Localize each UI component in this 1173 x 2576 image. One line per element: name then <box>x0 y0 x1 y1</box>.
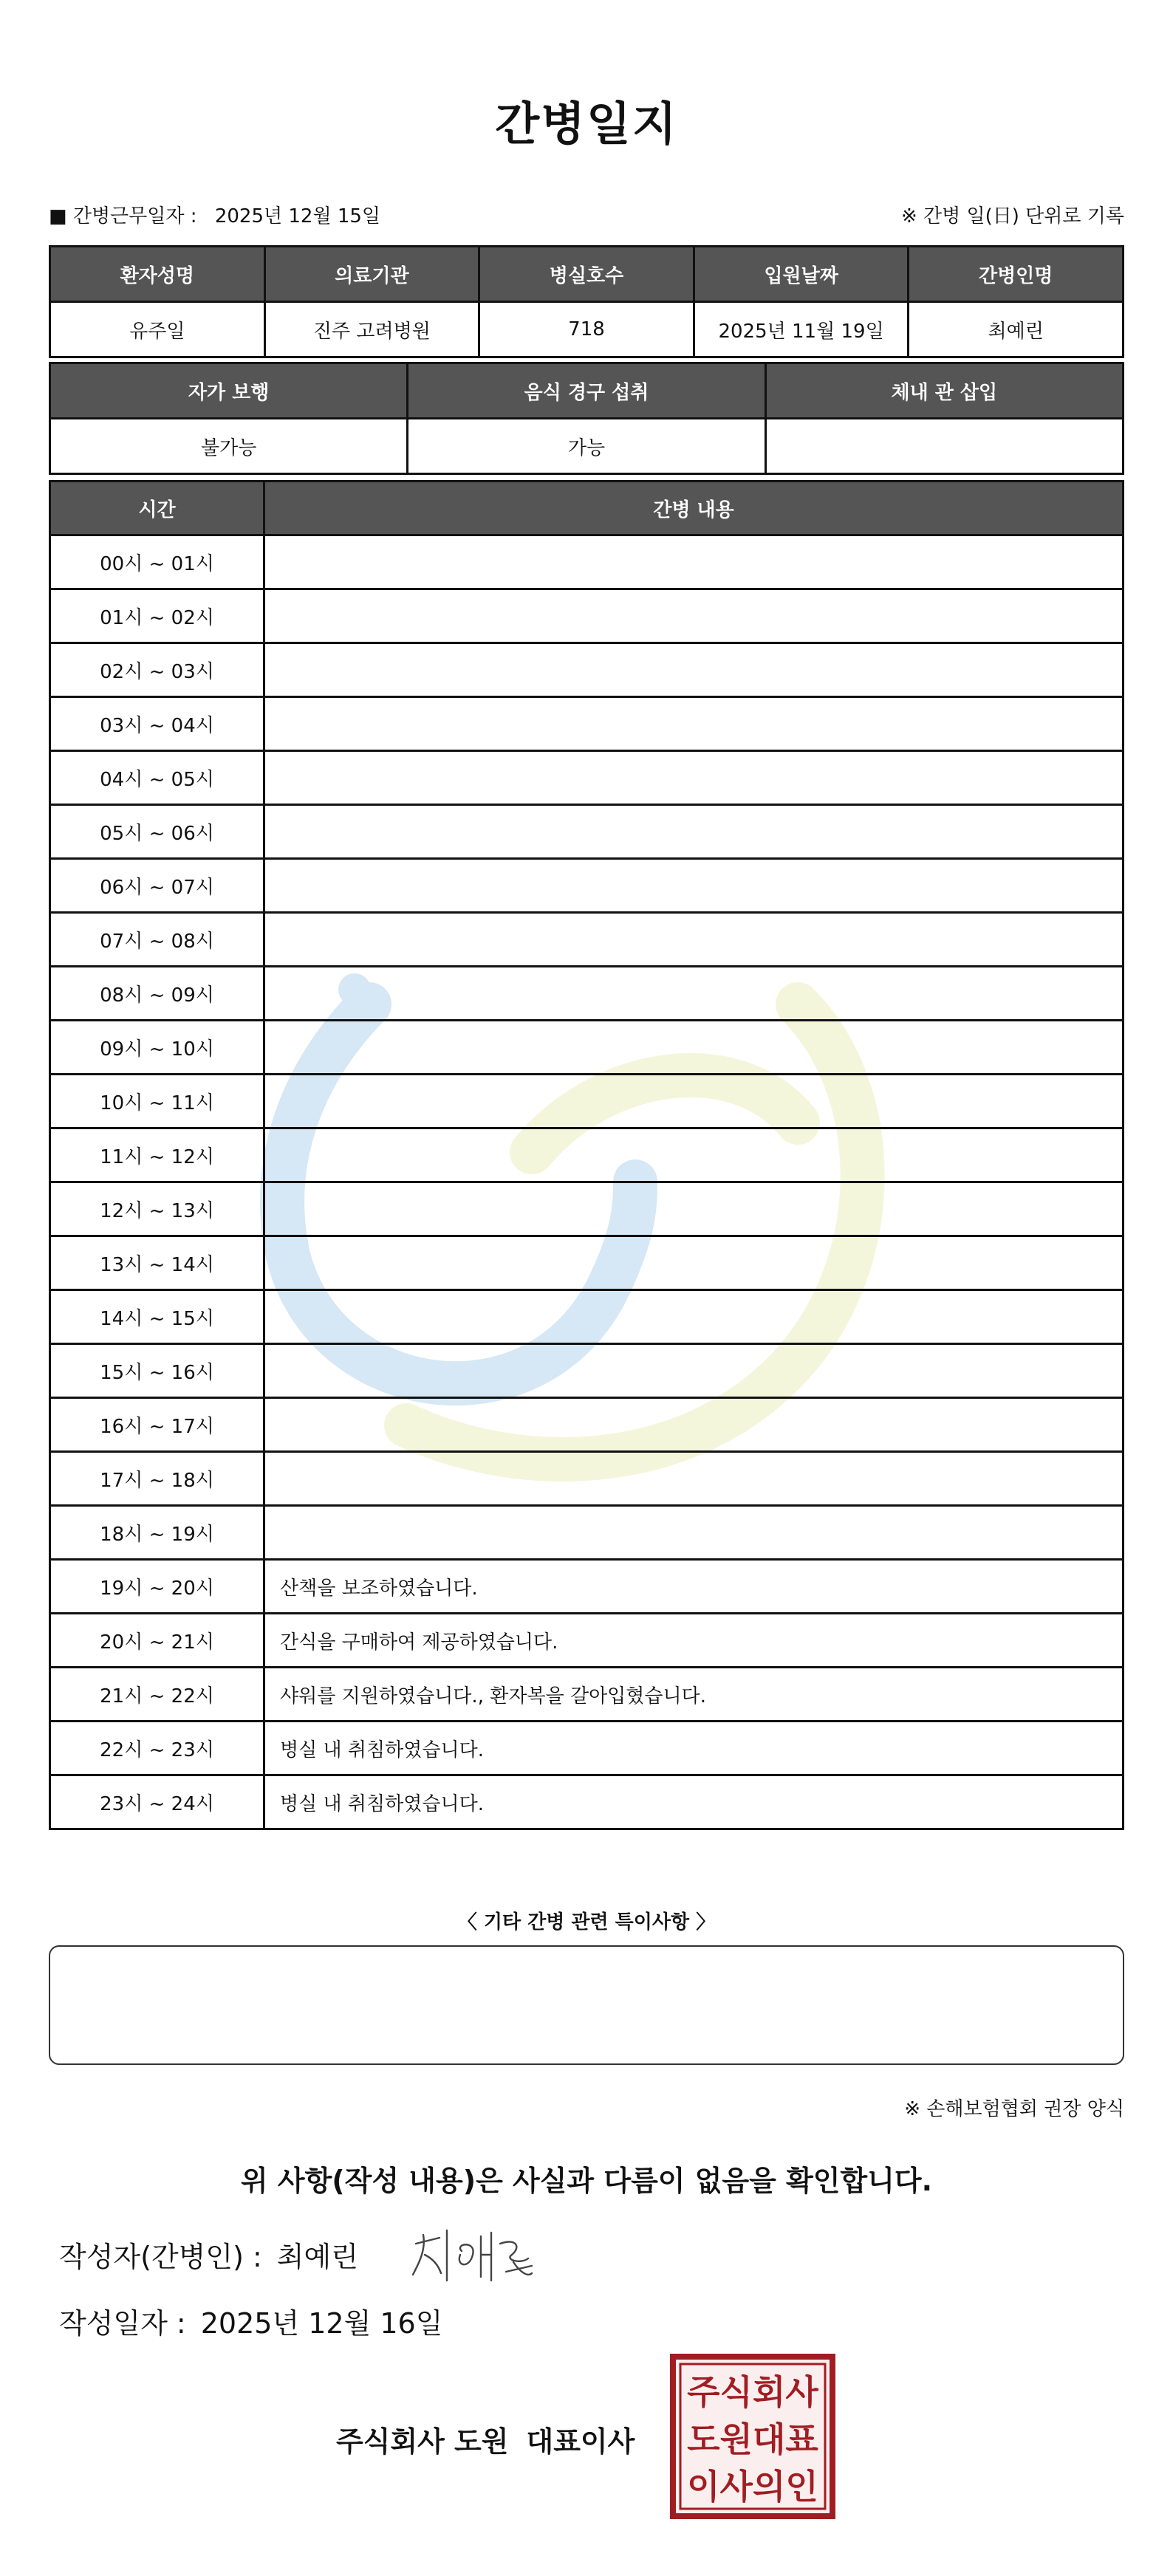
care-content <box>264 751 1124 805</box>
care-content <box>264 643 1124 697</box>
table-row <box>50 1722 1124 1775</box>
time-slot: 15시 ~ 16시 <box>50 1344 264 1398</box>
care-content <box>264 805 1124 859</box>
company-name: 주식회사 도원 <box>336 2425 509 2458</box>
header-hospital: 의료기관 <box>264 247 479 302</box>
written-date-line <box>59 2301 442 2341</box>
work-date <box>49 201 380 228</box>
time-slot: 17시 ~ 18시 <box>50 1452 264 1506</box>
document-title: 간병일지 <box>495 97 678 151</box>
tube-insertion-value <box>765 419 1123 474</box>
care-content <box>264 1128 1124 1182</box>
table-row <box>50 967 1124 1021</box>
table-row <box>50 1506 1124 1560</box>
table-row <box>50 1075 1124 1128</box>
header-care-content: 간병 내용 <box>264 482 1124 535</box>
header-time: 시간 <box>50 482 264 535</box>
header-admission-date: 입원날짜 <box>694 247 909 302</box>
time-slot: 21시 ~ 22시 <box>50 1668 264 1722</box>
time-slot: 00시 ~ 01시 <box>50 535 264 589</box>
header-tube-insertion: 체내 관 삽입 <box>765 363 1123 419</box>
table-row <box>50 1560 1124 1614</box>
time-slot: 04시 ~ 05시 <box>50 751 264 805</box>
time-slot: 06시 ~ 07시 <box>50 859 264 913</box>
company-title: 대표이사 <box>526 2425 635 2458</box>
time-slot: 19시 ~ 20시 <box>50 1560 264 1614</box>
patient-condition-header-row <box>50 363 1124 419</box>
care-content <box>264 1506 1124 1560</box>
care-content <box>264 1398 1124 1452</box>
written-date-label: 작성일자 : <box>59 2307 186 2340</box>
care-content <box>264 967 1124 1021</box>
writer-name: 최예린 <box>276 2241 358 2273</box>
patient-info-table <box>49 245 1124 358</box>
header-caregiver-name: 간병인명 <box>909 247 1124 302</box>
remarks-box <box>49 1945 1124 2065</box>
care-content <box>264 589 1124 643</box>
care-content <box>264 1021 1124 1075</box>
patient-condition-value-row <box>50 419 1124 474</box>
table-row <box>50 1290 1124 1344</box>
table-row <box>50 1344 1124 1398</box>
svg-text:주식회사: 주식회사 <box>687 2372 818 2412</box>
table-row <box>50 1398 1124 1452</box>
care-content: 산책을 보조하였습니다. <box>264 1560 1124 1614</box>
time-slot: 13시 ~ 14시 <box>50 1236 264 1290</box>
header-room-number: 병실호수 <box>479 247 694 302</box>
time-slot: 14시 ~ 15시 <box>50 1290 264 1344</box>
time-slot: 01시 ~ 02시 <box>50 589 264 643</box>
time-slot: 18시 ~ 19시 <box>50 1506 264 1560</box>
care-content <box>264 913 1124 967</box>
time-slot: 16시 ~ 17시 <box>50 1398 264 1452</box>
work-date-value: 2025년 12월 15일 <box>214 205 381 227</box>
time-slot: 03시 ~ 04시 <box>50 697 264 751</box>
header-self-walking: 자가 보행 <box>50 363 408 419</box>
patient-info-header-row <box>50 247 1124 302</box>
table-row <box>50 535 1124 589</box>
svg-text:도원대표: 도원대표 <box>687 2419 818 2459</box>
written-date-value: 2025년 12월 16일 <box>200 2307 443 2340</box>
table-row <box>50 751 1124 805</box>
time-slot: 23시 ~ 24시 <box>50 1775 264 1829</box>
confirmation-statement: 위 사항(작성 내용)은 사실과 다름이 없음을 확인합니다. <box>240 2165 933 2197</box>
company-seal-stamp <box>668 2352 837 2521</box>
svg-text:이사의인: 이사의인 <box>687 2467 818 2507</box>
time-slot: 02시 ~ 03시 <box>50 643 264 697</box>
time-slot: 22시 ~ 23시 <box>50 1722 264 1775</box>
hospital-name: 진주 고려병원 <box>264 302 479 357</box>
table-row <box>50 805 1124 859</box>
care-content <box>264 697 1124 751</box>
time-slot: 08시 ~ 09시 <box>50 967 264 1021</box>
table-row <box>50 1236 1124 1290</box>
care-content <box>264 1452 1124 1506</box>
remarks-text <box>50 1947 1123 1976</box>
admission-date: 2025년 11월 19일 <box>694 302 909 357</box>
care-content <box>264 1236 1124 1290</box>
table-row <box>50 1668 1124 1722</box>
care-content <box>264 859 1124 913</box>
table-row <box>50 1021 1124 1075</box>
form-note: ※ 손해보험협회 권장 양식 <box>904 2098 1124 2120</box>
care-log-header-row <box>50 482 1124 535</box>
table-row <box>50 1614 1124 1668</box>
patient-name: 유주일 <box>50 302 265 357</box>
self-walking-value: 불가능 <box>50 419 408 474</box>
care-content <box>264 1182 1124 1236</box>
header-oral-intake: 음식 경구 섭취 <box>408 363 765 419</box>
work-date-label: ■ 간병근무일자 : <box>49 205 197 227</box>
care-content <box>264 1290 1124 1344</box>
oral-intake-value: 가능 <box>408 419 765 474</box>
care-content <box>264 1344 1124 1398</box>
time-slot: 07시 ~ 08시 <box>50 913 264 967</box>
table-row <box>50 697 1124 751</box>
writer-line <box>59 2234 358 2275</box>
time-slot: 10시 ~ 11시 <box>50 1075 264 1128</box>
company-line <box>336 2419 635 2459</box>
table-row <box>50 913 1124 967</box>
time-slot: 12시 ~ 13시 <box>50 1182 264 1236</box>
room-number: 718 <box>479 302 694 357</box>
table-row <box>50 1128 1124 1182</box>
care-content: 샤워를 지원하였습니다., 환자복을 갈아입혔습니다. <box>264 1668 1124 1722</box>
table-row <box>50 1452 1124 1506</box>
time-slot: 20시 ~ 21시 <box>50 1614 264 1668</box>
handwritten-signature <box>410 2222 536 2288</box>
writer-label: 작성자(간병인) : <box>59 2241 262 2273</box>
time-slot: 05시 ~ 06시 <box>50 805 264 859</box>
care-content <box>264 535 1124 589</box>
table-row <box>50 643 1124 697</box>
care-content: 병실 내 취침하였습니다. <box>264 1722 1124 1775</box>
caregiver-name: 최예린 <box>909 302 1124 357</box>
remarks-title: 〈 기타 간병 관련 특이사항 〉 <box>457 1911 716 1933</box>
time-slot: 11시 ~ 12시 <box>50 1128 264 1182</box>
table-row <box>50 1182 1124 1236</box>
care-log-table <box>49 480 1124 1830</box>
care-content: 병실 내 취침하였습니다. <box>264 1775 1124 1829</box>
table-row <box>50 859 1124 913</box>
table-row <box>50 1775 1124 1829</box>
header-patient-name: 환자성명 <box>50 247 265 302</box>
table-row <box>50 589 1124 643</box>
care-content <box>264 1075 1124 1128</box>
care-content: 간식을 구매하여 제공하였습니다. <box>264 1614 1124 1668</box>
time-slot: 09시 ~ 10시 <box>50 1021 264 1075</box>
record-unit-note: ※ 간병 일(日) 단위로 기록 <box>900 205 1124 227</box>
patient-info-value-row <box>50 302 1124 357</box>
patient-condition-table <box>49 362 1124 475</box>
